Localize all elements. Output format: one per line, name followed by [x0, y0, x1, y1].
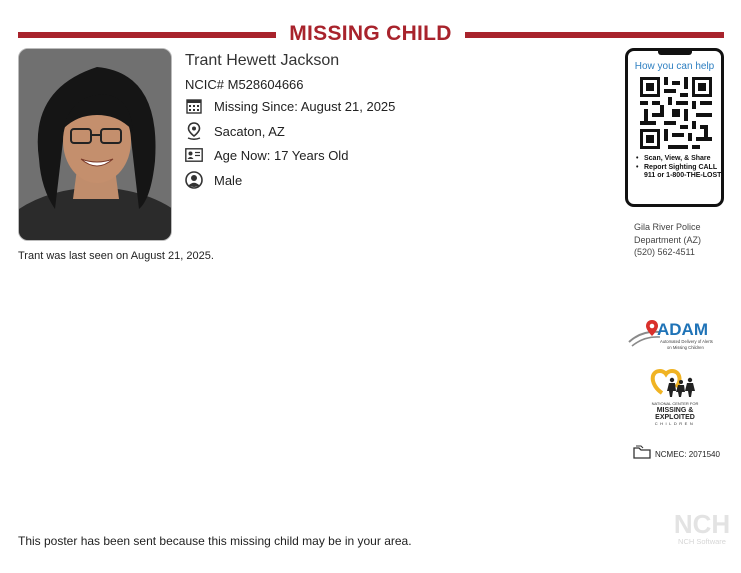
ncmec-case-id: NCMEC: 2071540 — [655, 449, 720, 459]
agency-phone: (520) 562-4511 — [634, 247, 695, 257]
help-phone-card — [625, 48, 724, 207]
location-pin-icon — [184, 121, 204, 141]
calendar-icon — [184, 96, 204, 116]
help-instructions — [634, 155, 722, 181]
instruction-report: • Report Sighting CALL 911 or 1-800-THE-LOST — [634, 164, 722, 181]
nch-watermark-logo: NCH — [674, 509, 730, 539]
adam-wordmark: ADAM — [657, 320, 708, 339]
child-photo — [18, 48, 172, 241]
id-card-icon — [184, 145, 204, 165]
sex: Male — [214, 172, 243, 188]
adam-tagline1: Automated Delivery of Alerts — [660, 339, 713, 344]
child-name: Trant Hewett Jackson — [185, 52, 340, 69]
adam-logo — [626, 318, 721, 356]
header-title: MISSING CHILD — [289, 22, 452, 45]
qr-code[interactable] — [640, 77, 712, 149]
footer-note: This poster has been sent because this missing child may be in your area. — [18, 534, 412, 548]
nch-watermark-text: NCH Software — [678, 537, 726, 546]
last-seen-text: Trant was last seen on August 21, 2025. — [18, 250, 214, 262]
ncmec-line4: CHILDREN — [654, 421, 696, 426]
folder-icon — [633, 445, 651, 464]
missing-since-row — [184, 96, 395, 116]
ncmec-line1: NATIONAL CENTER FOR — [651, 401, 699, 406]
ncmec-line2: MISSING & — [656, 407, 694, 414]
instruction-scan: • Scan, View, & Share — [634, 155, 722, 164]
person-icon — [184, 170, 204, 190]
location: Sacaton, AZ — [214, 123, 285, 139]
age-row — [184, 145, 348, 165]
missing-since: Missing Since: August 21, 2025 — [214, 98, 396, 114]
header-bar-right — [465, 32, 724, 38]
help-heading: How you can help — [634, 61, 715, 72]
location-row — [184, 121, 285, 141]
age-now: Age Now: 17 Years Old — [214, 147, 349, 163]
ncmec-line3: EXPLOITED — [655, 414, 695, 421]
agency-name-line2: Department (AZ) — [634, 234, 702, 245]
agency-contact — [634, 221, 701, 259]
nch-watermark — [674, 505, 730, 547]
agency-name-line1: Gila River Police — [634, 222, 701, 232]
phone-notch — [658, 51, 692, 55]
ncmec-logo — [646, 367, 704, 429]
adam-tagline2: on Missing Children — [667, 345, 704, 350]
ncic-number: NCIC# M528604666 — [185, 77, 304, 92]
ncmec-case-id-row — [633, 446, 720, 462]
sex-row — [184, 170, 242, 190]
header-bar-left — [18, 32, 276, 38]
